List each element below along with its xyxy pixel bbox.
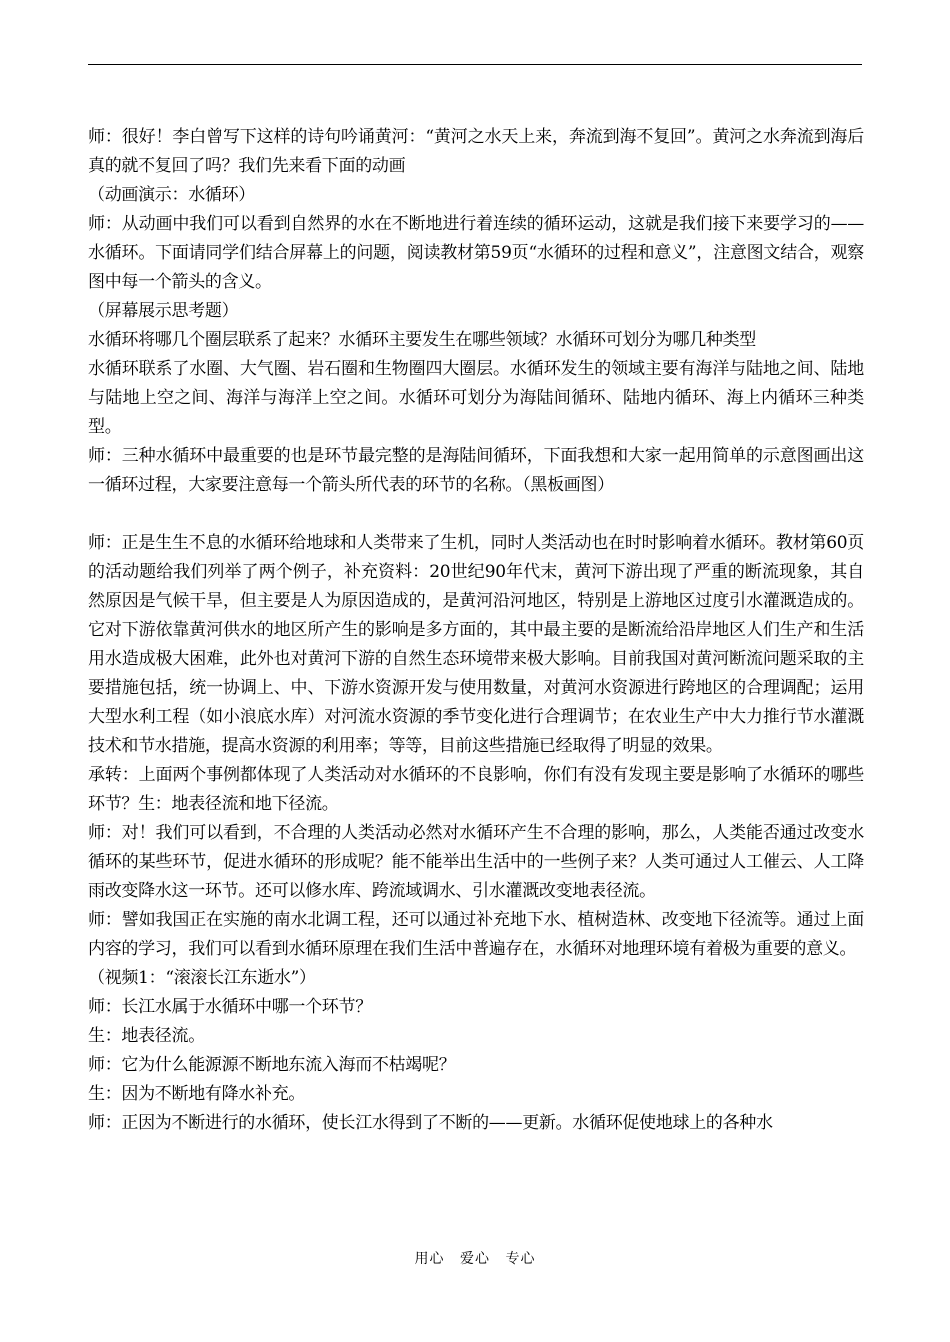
paragraph: 师：对！我们可以看到，不合理的人类活动必然对水循环产生不合理的影响，那么，人类能否通过改变水循环的某些环节，促进水循环的形成呢？能不能举出生活中的一些例子来？人类可通过人工催云、人工降雨改变降水这一环节。还可以修水库、跨流域调水、引水灌溉改变地表径流。 bbox=[88, 823, 864, 901]
header-rule bbox=[88, 64, 862, 65]
blank-line bbox=[88, 500, 864, 529]
paragraph: 水循环将哪几个圈层联系了起来？水循环主要发生在哪些领域？水循环可划分为哪几种类型 bbox=[88, 330, 756, 350]
paragraph: 师：长江水属于水循环中哪一个环节？ bbox=[88, 997, 372, 1017]
paragraph: 师：譬如我国正在实施的南水北调工程，还可以通过补充地下水、植树造林、改变地下径流等。通过上面内容的学习，我们可以看到水循环原理在我们生活中普遍存在，水循环对地理环境有着极为重要的意义。 bbox=[88, 910, 864, 959]
paragraph: 师：三种水循环中最重要的也是环节最完整的是海陆间循环，下面我想和大家一起用简单的示意图画出这一循环过程，大家要注意每一个箭头所代表的环节的名称。（黑板画图） bbox=[88, 446, 864, 495]
paragraph: 师：从动画中我们可以看到自然界的水在不断地进行着连续的循环运动，这就是我们接下来要学习的——水循环。下面请同学们结合屏幕上的问题，阅读教材第59页“水循环的过程和意义”，注意图文结合，观察图中每一个箭头的含义。 bbox=[88, 214, 864, 292]
paragraph: 师：正因为不断进行的水循环，使长江水得到了不断的——更新。水循环促使地球上的各种水 bbox=[88, 1113, 773, 1133]
paragraph: （屏幕展示思考题） bbox=[88, 301, 239, 321]
paragraph: 承转：上面两个事例都体现了人类活动对水循环的不良影响，你们有没有发现主要是影响了水循环的哪些环节？生：地表径流和地下径流。 bbox=[88, 765, 864, 814]
paragraph: （视频1：“滚滚长江东逝水”） bbox=[88, 968, 316, 988]
page-footer: 用心 爱心 专心 bbox=[414, 1251, 536, 1267]
paragraph: 生：因为不断地有降水补充。 bbox=[88, 1084, 306, 1104]
paragraph: 师：很好！李白曾写下这样的诗句吟诵黄河：“黄河之水天上来，奔流到海不复回”。黄河之水奔流到海后真的就不复回了吗？我们先来看下面的动画 bbox=[88, 127, 864, 176]
paragraph: （动画演示：水循环） bbox=[88, 185, 255, 205]
paragraph: 师：正是生生不息的水循环给地球和人类带来了生机，同时人类活动也在时时影响着水循环。教材第60页的活动题给我们列举了两个例子，补充资料：20世纪90年代末，黄河下游出现了严重的断流现象，其自然原因是气候干旱，但主要是人为原因造成的，是黄河沿河地区，特别是上游地区过度引水灌溉造成的。它对下游依靠黄河供水的地区所产生的影响是多方面的，其中最主要的是断流给沿岸地区人们生产和生活用水造成极大困难，此外也对黄河下游的自然生态环境带来极大影响。目前我国对黄河断流问题采取的主要措施包括，统一协调上、中、下游水资源开发与使用数量，对黄河水资源进行跨地区的合理调配；运用大型水利工程（如小浪底水库）对河流水资源的季节变化进行合理调节；在农业生产中大力推行节水灌溉技术和节水措施，提高水资源的利用率；等等，目前这些措施已经取得了明显的效果。 bbox=[88, 533, 864, 756]
paragraph: 师：它为什么能源源不断地东流入海而不枯竭呢？ bbox=[88, 1055, 456, 1075]
paragraph: 水循环联系了水圈、大气圈、岩石圈和生物圈四大圈层。水循环发生的领域主要有海洋与陆地之间、陆地与陆地上空之间、海洋与海洋上空之间。水循环可划分为海陆间循环、陆地内循环、海上内循环三种类型。 bbox=[88, 359, 864, 437]
paragraph: 生：地表径流。 bbox=[88, 1026, 205, 1046]
document-body bbox=[88, 123, 864, 1138]
